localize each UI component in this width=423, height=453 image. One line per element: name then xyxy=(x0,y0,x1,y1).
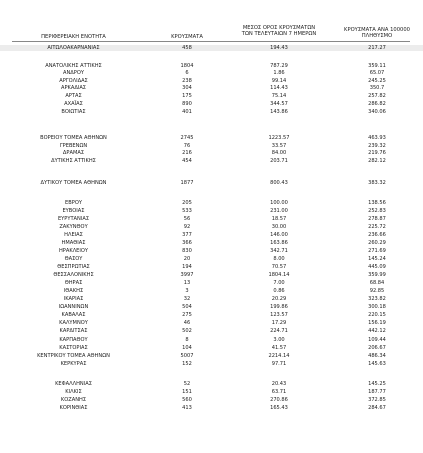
table-row xyxy=(0,248,423,254)
cases-cell: 8 xyxy=(185,337,189,343)
table-row xyxy=(0,296,423,302)
avg7-cell: 2214.14 xyxy=(268,353,290,359)
region-cell: ΑΡΓΟΛΙΔΑΣ xyxy=(59,77,88,84)
avg7-cell: 194.43 xyxy=(270,44,288,51)
per100k-cell: 92.85 xyxy=(369,288,385,294)
region-cell: ΚΟΡΙΝΘΙΑΣ xyxy=(59,405,88,411)
avg7-cell: 70.57 xyxy=(271,264,287,270)
avg7-cell: 97.71 xyxy=(271,361,287,367)
region-cell: ΘΕΣΣΑΛΟΝΙΚΗΣ xyxy=(53,272,94,278)
cases-cell: 560 xyxy=(182,397,192,403)
cases-cell: 3997 xyxy=(180,272,194,278)
per100k-cell: 65.07 xyxy=(369,70,385,76)
cases-cell: 275 xyxy=(182,312,192,318)
per100k-cell: 278.87 xyxy=(368,216,386,222)
per100k-cell: 340.06 xyxy=(368,108,386,115)
avg7-cell: 100.00 xyxy=(270,200,288,206)
avg7-cell: 114.43 xyxy=(270,85,288,91)
per100k-cell: 300.18 xyxy=(368,304,386,310)
table-row xyxy=(0,304,423,310)
table-row xyxy=(0,320,423,326)
region-cell: ΕΥΡΥΤΑΝΙΑΣ xyxy=(57,216,90,222)
avg7-cell: 63.71 xyxy=(271,389,287,395)
cases-cell: 194 xyxy=(182,264,192,270)
cases-cell: 830 xyxy=(182,248,192,254)
cases-cell: 366 xyxy=(182,240,192,246)
per100k-cell: 323.82 xyxy=(368,296,386,302)
table-row xyxy=(0,180,423,186)
avg7-cell: 8.00 xyxy=(273,256,285,262)
cases-cell: 401 xyxy=(182,108,192,115)
table-row xyxy=(0,135,423,141)
avg7-cell: 41.57 xyxy=(271,345,287,351)
per100k-cell: 156.19 xyxy=(368,320,386,326)
cases-cell: 458 xyxy=(182,44,192,51)
per100k-cell: 445.09 xyxy=(368,264,386,270)
table-row xyxy=(0,78,423,84)
avg7-cell: 33.57 xyxy=(271,142,287,149)
table-row xyxy=(0,280,423,286)
table-row xyxy=(0,337,423,343)
per100k-cell: 486.34 xyxy=(368,353,386,359)
per100k-cell: 239.32 xyxy=(368,142,386,149)
table-row xyxy=(0,45,423,51)
table-row xyxy=(0,328,423,334)
cases-cell: 76 xyxy=(183,142,191,149)
header-per100k-line2: ΠΛΗΘΥΣΜΟ xyxy=(361,33,393,39)
avg7-cell: 0.86 xyxy=(273,288,285,294)
region-cell: ΗΛΕΙΑΣ xyxy=(64,232,83,238)
table-row xyxy=(0,389,423,395)
region-cell: ΚΙΛΚΙΣ xyxy=(65,389,82,395)
table-row xyxy=(0,345,423,351)
region-cell: ΑΡΚΑΔΙΑΣ xyxy=(60,85,87,91)
avg7-cell: 199.86 xyxy=(270,304,288,310)
per100k-cell: 260.29 xyxy=(368,240,386,246)
region-cell: ΑΙΤΩΛΟΑΚΑΡΝΑΝΙΑΣ xyxy=(47,44,100,51)
region-cell: ΖΑΚΥΝΘΟΥ xyxy=(59,224,88,230)
region-cell: ΑΡΤΑΣ xyxy=(65,93,82,99)
region-cell: ΑΝΑΤΟΛΙΚΗΣ ΑΤΤΙΚΗΣ xyxy=(45,62,102,69)
cases-cell: 890 xyxy=(182,101,192,107)
avg7-cell: 75.14 xyxy=(271,93,287,99)
per100k-cell: 257.82 xyxy=(368,93,386,99)
avg7-cell: 1804.14 xyxy=(268,272,290,278)
per100k-cell: 68.84 xyxy=(369,280,385,286)
per100k-cell: 225.72 xyxy=(368,224,386,230)
table-row xyxy=(0,70,423,76)
per100k-cell: 220.15 xyxy=(368,312,386,318)
cases-cell: 5007 xyxy=(180,353,194,359)
region-cell: ΙΘΑΚΗΣ xyxy=(63,288,84,294)
region-cell: ΚΑΡΔΙΤΣΑΣ xyxy=(59,328,88,334)
avg7-cell: 7.00 xyxy=(273,280,285,286)
cases-cell: 151 xyxy=(182,389,192,395)
table-row xyxy=(0,93,423,99)
region-cell: ΑΧΑΪΑΣ xyxy=(64,101,83,107)
avg7-cell: 17.29 xyxy=(271,320,287,326)
cases-cell: 502 xyxy=(182,328,192,334)
per100k-cell: 206.67 xyxy=(368,345,386,351)
avg7-cell: 270.86 xyxy=(270,397,288,403)
avg7-cell: 344.57 xyxy=(270,101,288,107)
region-cell: ΔΡΑΜΑΣ xyxy=(62,150,85,156)
region-cell: ΚΕΦΑΛΛΗΝΙΑΣ xyxy=(55,381,92,387)
avg7-cell: 1.86 xyxy=(273,70,285,76)
cases-cell: 46 xyxy=(183,320,191,326)
region-cell: ΚΕΡΚΥΡΑΣ xyxy=(60,361,87,367)
cases-cell: 533 xyxy=(182,208,192,214)
avg7-cell: 143.86 xyxy=(270,108,288,115)
avg7-cell: 123.57 xyxy=(270,312,288,318)
table-row xyxy=(0,216,423,222)
header-divider xyxy=(12,41,410,42)
cases-cell: 56 xyxy=(183,216,191,222)
per100k-cell: 359.99 xyxy=(368,272,386,278)
avg7-cell: 342.71 xyxy=(270,248,288,254)
region-cell: ΘΕΣΠΡΩΤΙΑΣ xyxy=(57,264,90,270)
table-row xyxy=(0,288,423,294)
cases-cell: 152 xyxy=(182,361,192,367)
per100k-cell: 284.67 xyxy=(368,405,386,411)
cases-cell: 52 xyxy=(183,381,191,387)
region-cell: ΚΟΖΑΝΗΣ xyxy=(60,397,87,403)
per100k-cell: 383.32 xyxy=(368,180,386,186)
table-row xyxy=(0,240,423,246)
region-cell: ΕΒΡΟΥ xyxy=(65,200,82,206)
per100k-cell: 282.12 xyxy=(368,158,386,164)
cases-cell: 1804 xyxy=(180,62,194,69)
region-cell: ΙΩΑΝΝΙΝΩΝ xyxy=(58,304,89,310)
region-cell: ΗΜΑΘΙΑΣ xyxy=(61,240,86,246)
table-row xyxy=(0,232,423,238)
header-avg7-line2: ΤΩΝ ΤΕΛΕΥΤΑΙΩΝ 7 ΗΜΕΡΩΝ xyxy=(241,31,317,37)
per100k-cell: 187.77 xyxy=(368,389,386,395)
per100k-cell: 145.63 xyxy=(368,361,386,367)
table-row xyxy=(0,200,423,206)
region-cell: ΚΑΛΥΜΝΟΥ xyxy=(59,320,88,326)
cases-cell: 205 xyxy=(182,200,192,206)
cases-cell: 238 xyxy=(182,77,192,84)
cases-cell: 2745 xyxy=(180,134,194,141)
avg7-cell: 30.00 xyxy=(271,224,287,230)
avg7-cell: 231.00 xyxy=(270,208,288,214)
region-cell: ΚΕΝΤΡΙΚΟΥ ΤΟΜΕΑ ΑΘΗΝΩΝ xyxy=(37,353,110,359)
table-row xyxy=(0,272,423,278)
table-row xyxy=(0,150,423,156)
cases-cell: 377 xyxy=(182,232,192,238)
table-row xyxy=(0,158,423,164)
avg7-cell: 1223.57 xyxy=(268,134,290,141)
table-row xyxy=(0,208,423,214)
region-cell: ΓΡΕΒΕΝΩΝ xyxy=(59,142,88,149)
per100k-cell: 350.7 xyxy=(369,85,385,91)
avg7-cell: 20.29 xyxy=(271,296,287,302)
avg7-cell: 3.00 xyxy=(273,337,285,343)
per100k-cell: 463.93 xyxy=(368,134,386,141)
table-row xyxy=(0,353,423,359)
region-cell: ΒΟΡΕΙΟΥ ΤΟΜΕΑ ΑΘΗΝΩΝ xyxy=(40,134,107,141)
avg7-cell: 203.71 xyxy=(270,158,288,164)
per100k-cell: 236.66 xyxy=(368,232,386,238)
cases-cell: 92 xyxy=(183,224,191,230)
cases-cell: 1877 xyxy=(180,180,194,186)
avg7-cell: 165.43 xyxy=(270,405,288,411)
per100k-cell: 145.24 xyxy=(368,256,386,262)
table-row xyxy=(0,109,423,115)
region-cell: ΕΥΒΟΙΑΣ xyxy=(62,208,85,214)
region-cell: ΗΡΑΚΛΕΙΟΥ xyxy=(58,248,89,254)
table-row xyxy=(0,101,423,107)
avg7-cell: 20.43 xyxy=(271,381,287,387)
per100k-cell: 109.44 xyxy=(368,337,386,343)
per100k-cell: 372.85 xyxy=(368,397,386,403)
table-row xyxy=(0,256,423,262)
avg7-cell: 163.86 xyxy=(270,240,288,246)
header-avg7-line1: ΜΕΣΟΣ ΟΡΟΣ ΚΡΟΥΣΜΑΤΩΝ xyxy=(242,25,316,31)
region-cell: ΚΑΣΤΟΡΙΑΣ xyxy=(59,345,88,351)
header-per100k-line1: ΚΡΟΥΣΜΑΤΑ ΑΝΑ 100000 xyxy=(344,27,410,33)
region-cell: ΔΥΤΙΚΗΣ ΑΤΤΙΚΗΣ xyxy=(51,158,96,164)
table-row xyxy=(0,312,423,318)
avg7-cell: 224.71 xyxy=(270,328,288,334)
cases-cell: 6 xyxy=(185,70,189,76)
table-row xyxy=(0,224,423,230)
table-row xyxy=(0,264,423,270)
avg7-cell: 84.00 xyxy=(271,150,287,156)
cases-cell: 504 xyxy=(182,304,192,310)
table-row xyxy=(0,405,423,411)
per100k-cell: 442.12 xyxy=(368,328,386,334)
cases-cell: 3 xyxy=(185,288,189,294)
cases-cell: 13 xyxy=(183,280,191,286)
avg7-cell: 99.14 xyxy=(271,77,287,84)
table-row xyxy=(0,381,423,387)
region-cell: ΙΚΑΡΙΑΣ xyxy=(63,296,84,302)
cases-cell: 175 xyxy=(182,93,192,99)
cases-cell: 20 xyxy=(183,256,191,262)
per100k-cell: 271.69 xyxy=(368,248,386,254)
per100k-cell: 219.76 xyxy=(368,150,386,156)
region-cell: ΚΑΒΑΛΑΣ xyxy=(61,312,86,318)
table-row xyxy=(0,85,423,91)
cases-cell: 32 xyxy=(183,296,191,302)
region-cell: ΘΑΣΟΥ xyxy=(64,256,83,262)
per100k-cell: 359.11 xyxy=(368,62,386,69)
region-cell: ΚΑΡΠΑΘΟΥ xyxy=(59,337,88,343)
table-row xyxy=(0,397,423,403)
region-cell: ΘΗΡΑΣ xyxy=(64,280,83,286)
avg7-cell: 146.00 xyxy=(270,232,288,238)
cases-cell: 454 xyxy=(182,158,192,164)
avg7-cell: 787.29 xyxy=(270,62,288,69)
header-region: ΠΕΡΙΦΕΡΕΙΑΚΗ ΕΝΟΤΗΤΑ xyxy=(41,34,106,40)
region-cell: ΔΥΤΙΚΟΥ ΤΟΜΕΑ ΑΘΗΝΩΝ xyxy=(40,180,107,186)
avg7-cell: 800.43 xyxy=(270,180,288,186)
avg7-cell: 18.57 xyxy=(271,216,287,222)
cases-cell: 216 xyxy=(182,150,192,156)
table-row xyxy=(0,143,423,149)
table-row xyxy=(0,63,423,69)
table-row xyxy=(0,361,423,367)
per100k-cell: 145.25 xyxy=(368,381,386,387)
cases-cell: 413 xyxy=(182,405,192,411)
per100k-cell: 245.25 xyxy=(368,77,386,84)
region-cell: ΑΝΔΡΟΥ xyxy=(63,70,84,76)
cases-cell: 104 xyxy=(182,345,192,351)
cases-cell: 304 xyxy=(182,85,192,91)
region-cell: ΒΟΙΩΤΙΑΣ xyxy=(61,108,86,115)
per100k-cell: 138.56 xyxy=(368,200,386,206)
header-cases: ΚΡΟΥΣΜΑΤΑ xyxy=(171,34,203,40)
per100k-cell: 217.27 xyxy=(368,44,386,51)
per100k-cell: 252.83 xyxy=(368,208,386,214)
per100k-cell: 286.82 xyxy=(368,101,386,107)
